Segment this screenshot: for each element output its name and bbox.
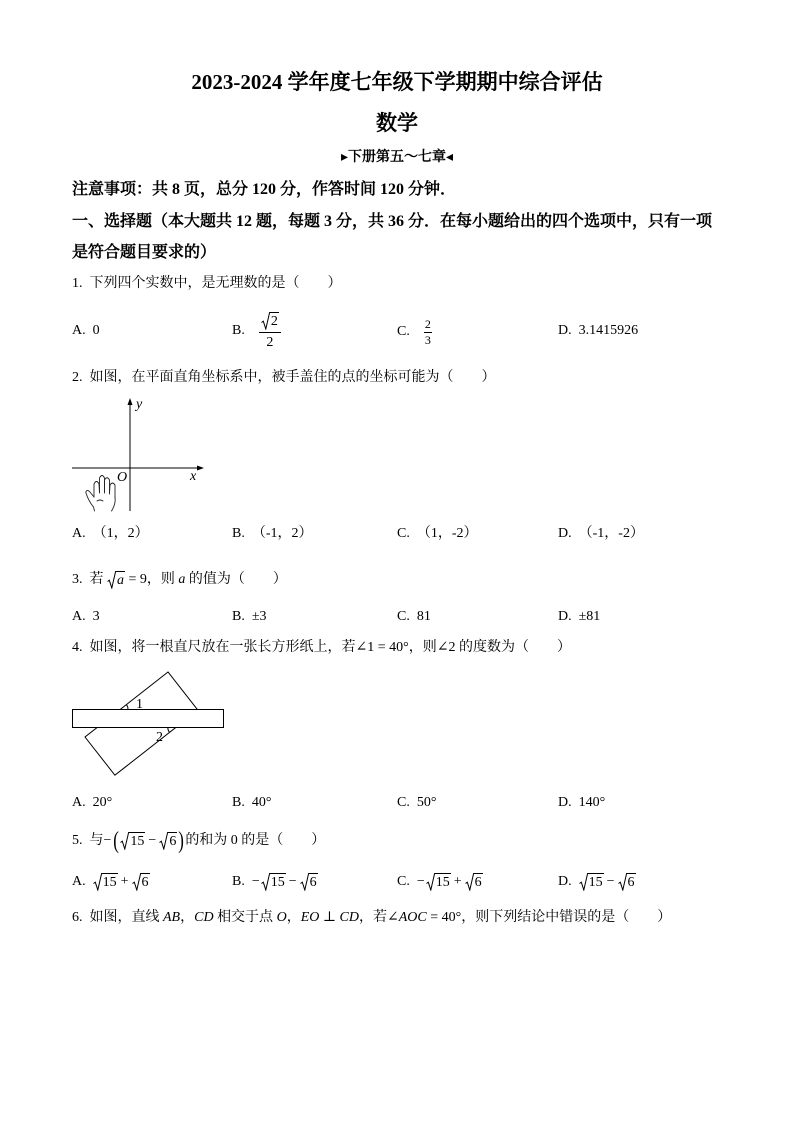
- operator: +: [453, 874, 462, 889]
- ruler: [73, 710, 224, 728]
- fraction-numerator: 2: [424, 316, 431, 331]
- question-number: 4.: [72, 640, 83, 655]
- perpendicular-symbol: ⊥: [319, 910, 340, 925]
- q1-option-b: [232, 311, 281, 351]
- radicand: 15: [130, 834, 145, 849]
- operator: −: [288, 874, 297, 889]
- question-number: 1.: [72, 276, 83, 291]
- section-heading-line-1: 一、选择题（本大题共 12 题，每题 3 分，共 36 分．在每小题给出的四个选项中，只有一项: [72, 213, 713, 230]
- option-label: B.: [232, 609, 245, 624]
- minus-sign: −: [251, 874, 260, 889]
- angle-1-label: 1: [136, 697, 143, 712]
- question-2-stem: [72, 368, 496, 388]
- question-text: ，则下列结论中错误的是（ ）: [461, 910, 672, 925]
- radicand: 15: [102, 875, 117, 890]
- q5-option-b: [232, 872, 318, 892]
- option-value: （1，-2）: [416, 526, 478, 541]
- option-value: 3.1415926: [578, 323, 639, 338]
- line-name: CD: [194, 910, 214, 925]
- q1-option-a: [72, 321, 100, 341]
- q2-option-b: [232, 524, 313, 544]
- option-label: B.: [232, 795, 245, 810]
- option-value: ±81: [578, 609, 601, 624]
- question-6-stem: [72, 908, 671, 928]
- question-number: 5.: [72, 833, 83, 848]
- option-value: 3: [92, 609, 100, 624]
- option-value: 0: [92, 323, 100, 338]
- q2-option-c: [397, 524, 478, 544]
- option-label: A.: [72, 874, 86, 889]
- option-value: ±3: [251, 609, 267, 624]
- square-root: [120, 832, 145, 850]
- square-root: [261, 312, 279, 330]
- line-name: CD: [339, 910, 359, 925]
- radicand: a: [117, 573, 124, 588]
- question-text: ，若: [358, 910, 387, 925]
- radical-sign-icon: [261, 873, 270, 891]
- option-value: 20°: [92, 795, 113, 810]
- question-text: 如图，将一根直尺放在一张长方形纸上，若∠1 = 40°，则∠2 的度数为（ ）: [89, 640, 571, 655]
- option-value: （-1，-2）: [578, 526, 644, 541]
- option-label: A.: [72, 323, 86, 338]
- q2-option-a: [72, 524, 149, 544]
- angle-2-label: 2: [156, 730, 163, 745]
- option-label: A.: [72, 526, 86, 541]
- radicand: 6: [169, 834, 177, 849]
- line-name: AB: [163, 910, 181, 925]
- question-4-stem: [72, 638, 571, 658]
- radical-sign-icon: [107, 571, 116, 589]
- angle-symbol: ∠: [386, 910, 399, 925]
- option-label: C.: [397, 609, 410, 624]
- operator: −: [148, 833, 157, 848]
- x-axis-label: x: [190, 469, 197, 484]
- option-label: C.: [397, 324, 410, 339]
- radicand: 6: [141, 875, 149, 890]
- question-text: 的值为（ ）: [185, 572, 287, 587]
- question-text: 与: [89, 833, 104, 848]
- hand-icon: [86, 476, 115, 512]
- option-label: D.: [558, 795, 572, 810]
- ruler-on-paper-figure: [60, 664, 240, 786]
- section-heading-line-2: 是符合题目要求的）: [72, 244, 217, 261]
- radicand: 6: [309, 875, 317, 890]
- square-root: [465, 873, 483, 891]
- angle-name: AOC: [398, 910, 427, 925]
- option-value: （-1，2）: [251, 526, 313, 541]
- subject-title: 数学: [376, 111, 418, 135]
- square-root: [93, 873, 118, 891]
- origin-label: O: [117, 470, 128, 485]
- question-number: 2.: [72, 370, 83, 385]
- q1-option-c: [397, 316, 432, 348]
- radical-sign-icon: [579, 873, 588, 891]
- square-root: [618, 873, 636, 891]
- question-text: 下列四个实数中，是无理数的是（ ）: [89, 276, 342, 291]
- q4-option-a: [72, 793, 112, 813]
- question-text: ，则: [146, 572, 179, 587]
- radicand: 2: [270, 313, 278, 329]
- radicand: 15: [270, 875, 285, 890]
- question-text: 的和为 0 的是（ ）: [185, 833, 326, 848]
- fraction: [424, 318, 432, 347]
- option-label: D.: [558, 874, 572, 889]
- operator: −: [606, 874, 615, 889]
- radical-sign-icon: [465, 873, 474, 891]
- radical-sign-icon: [426, 873, 435, 891]
- q4-option-b: [232, 793, 271, 813]
- square-root: [261, 873, 286, 891]
- square-root: [426, 873, 451, 891]
- minus-sign: −: [416, 874, 425, 889]
- question-text: 如图，在平面直角坐标系中，被手盖住的点的坐标可能为（ ）: [89, 370, 496, 385]
- q4-option-d: [558, 793, 605, 813]
- q3-option-d: [558, 607, 600, 627]
- square-root: [132, 873, 150, 891]
- radical-sign-icon: [261, 312, 270, 330]
- radicand: 15: [588, 875, 603, 890]
- option-value: 140°: [578, 795, 606, 810]
- open-parenthesis: (: [113, 828, 120, 854]
- square-root: [579, 873, 604, 891]
- square-root: [300, 873, 318, 891]
- q2-option-d: [558, 524, 644, 544]
- radical-sign-icon: [300, 873, 309, 891]
- option-label: A.: [72, 609, 86, 624]
- equation-value: = 9: [125, 572, 147, 587]
- question-text: 相交于点: [213, 910, 277, 925]
- q3-option-c: [397, 607, 431, 627]
- q3-option-b: [232, 607, 267, 627]
- x-axis-arrow: [197, 466, 204, 471]
- radical-sign-icon: [618, 873, 627, 891]
- radicand: 6: [474, 875, 482, 890]
- radicand: 15: [435, 875, 450, 890]
- option-label: B.: [232, 323, 245, 338]
- option-label: D.: [558, 323, 572, 338]
- fraction: [259, 312, 281, 351]
- q5-option-c: [397, 872, 483, 892]
- question-5-stem: [72, 829, 325, 853]
- y-axis-label: y: [136, 397, 143, 412]
- close-parenthesis: ): [178, 828, 185, 854]
- scope-label: ▸下册第五～七章◂: [340, 150, 454, 165]
- question-text: 若: [89, 572, 107, 587]
- square-root: [107, 571, 125, 589]
- radical-sign-icon: [120, 832, 129, 850]
- radical-sign-icon: [132, 873, 141, 891]
- question-text: ，: [286, 910, 301, 925]
- fraction-denominator: 3: [424, 332, 431, 347]
- variable: a: [178, 572, 186, 587]
- point-name: O: [276, 910, 287, 925]
- radical-sign-icon: [93, 873, 102, 891]
- radical-sign-icon: [159, 832, 168, 850]
- question-1-stem: [72, 274, 342, 294]
- fraction-denominator: 2: [266, 334, 274, 350]
- q5-option-d: [558, 872, 636, 892]
- question-number: 3.: [72, 572, 83, 587]
- option-value: 50°: [416, 795, 437, 810]
- fraction-numerator: [259, 312, 281, 333]
- coordinate-plane-figure: [60, 394, 210, 516]
- y-axis-arrow: [128, 398, 133, 405]
- option-label: B.: [232, 874, 245, 889]
- option-label: D.: [558, 526, 572, 541]
- q3-option-a: [72, 607, 100, 627]
- question-number: 6.: [72, 910, 83, 925]
- question-text: 如图，直线: [89, 910, 163, 925]
- option-label: C.: [397, 874, 410, 889]
- option-label: C.: [397, 795, 410, 810]
- minus-sign: −: [103, 833, 112, 848]
- option-value: 81: [416, 609, 431, 624]
- option-value: 40°: [251, 795, 272, 810]
- notice: 注意事项：共 8 页，总分 120 分，作答时间 120 分钟．: [72, 181, 457, 198]
- radicand: 6: [627, 875, 635, 890]
- exam-title: 2023-2024 学年度七年级下学期期中综合评估: [191, 70, 603, 94]
- q5-option-a: [72, 872, 150, 892]
- question-text: ，: [180, 910, 195, 925]
- question-3-stem: [72, 568, 287, 592]
- square-root: [159, 832, 177, 850]
- ray-name: EO: [300, 910, 320, 925]
- option-value: （1，2）: [92, 526, 149, 541]
- option-label: A.: [72, 795, 86, 810]
- q4-option-c: [397, 793, 436, 813]
- operator: +: [120, 874, 129, 889]
- angle-value: = 40°: [426, 910, 462, 925]
- option-label: D.: [558, 609, 572, 624]
- option-label: B.: [232, 526, 245, 541]
- q1-option-d: [558, 321, 638, 341]
- option-label: C.: [397, 526, 410, 541]
